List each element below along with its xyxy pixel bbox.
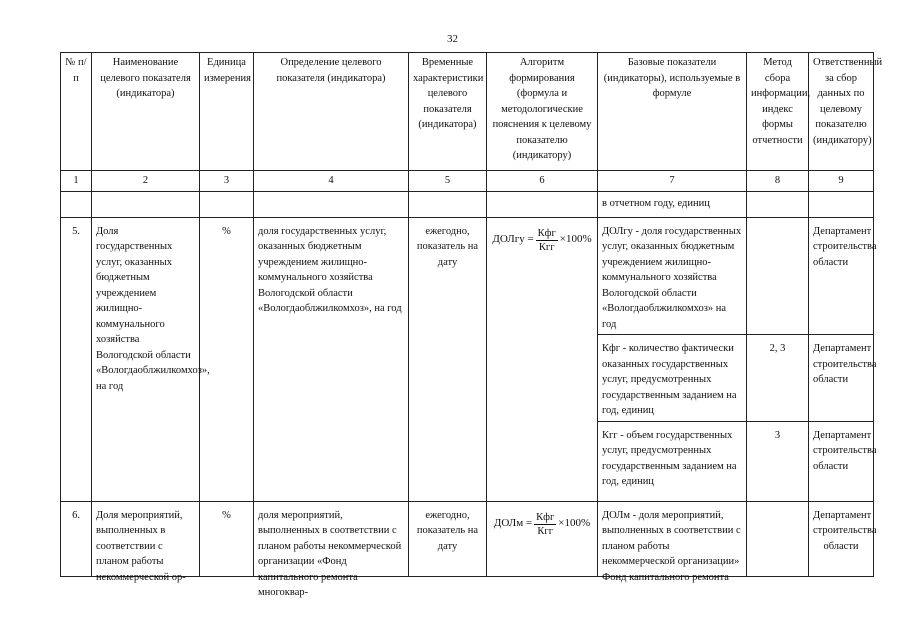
column-number: 2: [92, 171, 200, 192]
row-5-method-1: [747, 217, 809, 335]
indicators-table: [60, 52, 883, 598]
formula-denominator: Кгг: [538, 241, 555, 253]
formula-fraction: [536, 227, 558, 254]
row-5-indicator-name: Доля государственных услуг, оказанных бюджетным учреждением жилищно-коммунального хозяйства Вологодской области «Вологдаоблжилкомхоз», на год: [92, 217, 200, 501]
row-5-timing: ежегодно, показатель на дату: [409, 217, 487, 501]
row-6-formula: [487, 501, 598, 576]
header-unit: Единица измерения: [200, 53, 254, 171]
row-6-responsible-text: Департамент строительства области: [813, 509, 877, 552]
formula-lhs: ДОЛгу =: [492, 233, 534, 246]
header-row: [61, 53, 874, 171]
row-6-definition: [254, 501, 409, 598]
row-5-number: 5.: [61, 217, 92, 501]
formula-lhs: ДОЛм =: [493, 517, 533, 530]
row-6-definition-text: доля мероприятий, выполненных в соответствии с планом работы некоммерческой организации «Фонд капитального ремонта многоквар-: [258, 509, 402, 598]
row-5-method-3: 3: [747, 421, 809, 501]
formula-numerator: Кфг: [537, 227, 556, 239]
header-algorithm: Алгоритм формирования (формула и методологические пояснения к целевому показателю (индикатору): [487, 53, 598, 171]
row-6-unit: [200, 501, 254, 576]
formula: [491, 508, 593, 538]
header-responsible: Ответственный за сбор данных по целевому показателю (индикатору): [809, 53, 874, 171]
column-number: 9: [809, 171, 874, 192]
row-5-base-2: Кфг - количество фактически оказанных государственных услуг, предусмотренных государственным заданием на год, единиц: [598, 335, 747, 422]
row-6: [61, 501, 874, 576]
page-number: 32: [447, 33, 458, 45]
formula: [491, 224, 593, 254]
row-6-indicator-name: [92, 501, 200, 583]
header-definition: Определение целевого показателя (индикатора): [254, 53, 409, 171]
column-number: 5: [409, 171, 487, 192]
formula-fraction: [534, 511, 556, 538]
formula-rhs: ×100%: [559, 233, 592, 246]
row-5-formula: [487, 217, 598, 501]
row-5-part-1: [61, 217, 874, 335]
continuation-row: [61, 191, 874, 217]
row-5-base-1: ДОЛгу - доля государственных услуг, оказанных бюджетным учреждением жилищно-коммунального хозяйства Вологодской области «Вологдаоблжилкомхоз» на год: [598, 217, 747, 335]
row-5-responsible-1: Департамент строительства области: [809, 217, 874, 335]
column-number: 7: [598, 171, 747, 192]
column-number: 1: [61, 171, 92, 192]
column-number: 8: [747, 171, 809, 192]
row-5-responsible-3: Департамент строительства области: [809, 421, 874, 501]
row-5-base-3: Кгг - объем государственных услуг, предусмотренных государственным заданием на год, единиц: [598, 421, 747, 501]
row-6-base: [598, 501, 747, 583]
row-6-timing: [409, 501, 487, 576]
column-number: 4: [254, 171, 409, 192]
row-6-number-text: 6.: [72, 509, 80, 521]
column-number: 6: [487, 171, 598, 192]
row-5-unit: %: [200, 217, 254, 501]
header-collection-method: Метод сбора информации, индекс формы отчетности: [747, 53, 809, 171]
row-6-number: [61, 501, 92, 576]
row-6-indicator-name-text: Доля мероприятий, выполненных в соответствии с планом работы некоммерческой ор-: [96, 509, 186, 583]
header-timing: Временные характеристики целевого показателя (индикатора): [409, 53, 487, 171]
row-6-method: [747, 501, 809, 576]
header-base-indicators: Базовые показатели (индикаторы), используемые в формуле: [598, 53, 747, 171]
formula-denominator: Кгг: [537, 525, 554, 537]
row-5-responsible-2: Департамент строительства области: [809, 335, 874, 422]
continuation-base-text: в отчетном году, единиц: [598, 191, 747, 217]
header-number: № п/п: [61, 53, 92, 171]
row-5-definition: доля государственных услуг, оказанных бюджетным учреждением жилищно-коммунального хозяйства Вологодской области «Вологдаоблжилкомхоз», на год: [254, 217, 409, 501]
header-indicator-name: Наименование целевого показателя (индикатора): [92, 53, 200, 171]
column-number: 3: [200, 171, 254, 192]
row-5-method-2: 2, 3: [747, 335, 809, 422]
row-6-responsible: [809, 501, 877, 576]
row-6-unit-text: %: [222, 509, 231, 521]
row-6-timing-text: ежегодно, показатель на дату: [416, 509, 479, 552]
formula-rhs: ×100%: [558, 517, 591, 530]
formula-numerator: Кфг: [536, 511, 555, 523]
row-6-base-text: ДОЛм - доля мероприятий, выполненных в соответствии с планом работы некоммерческой организации» Фонд капитального ремонта: [602, 509, 741, 583]
column-numbers-row: [61, 171, 874, 192]
